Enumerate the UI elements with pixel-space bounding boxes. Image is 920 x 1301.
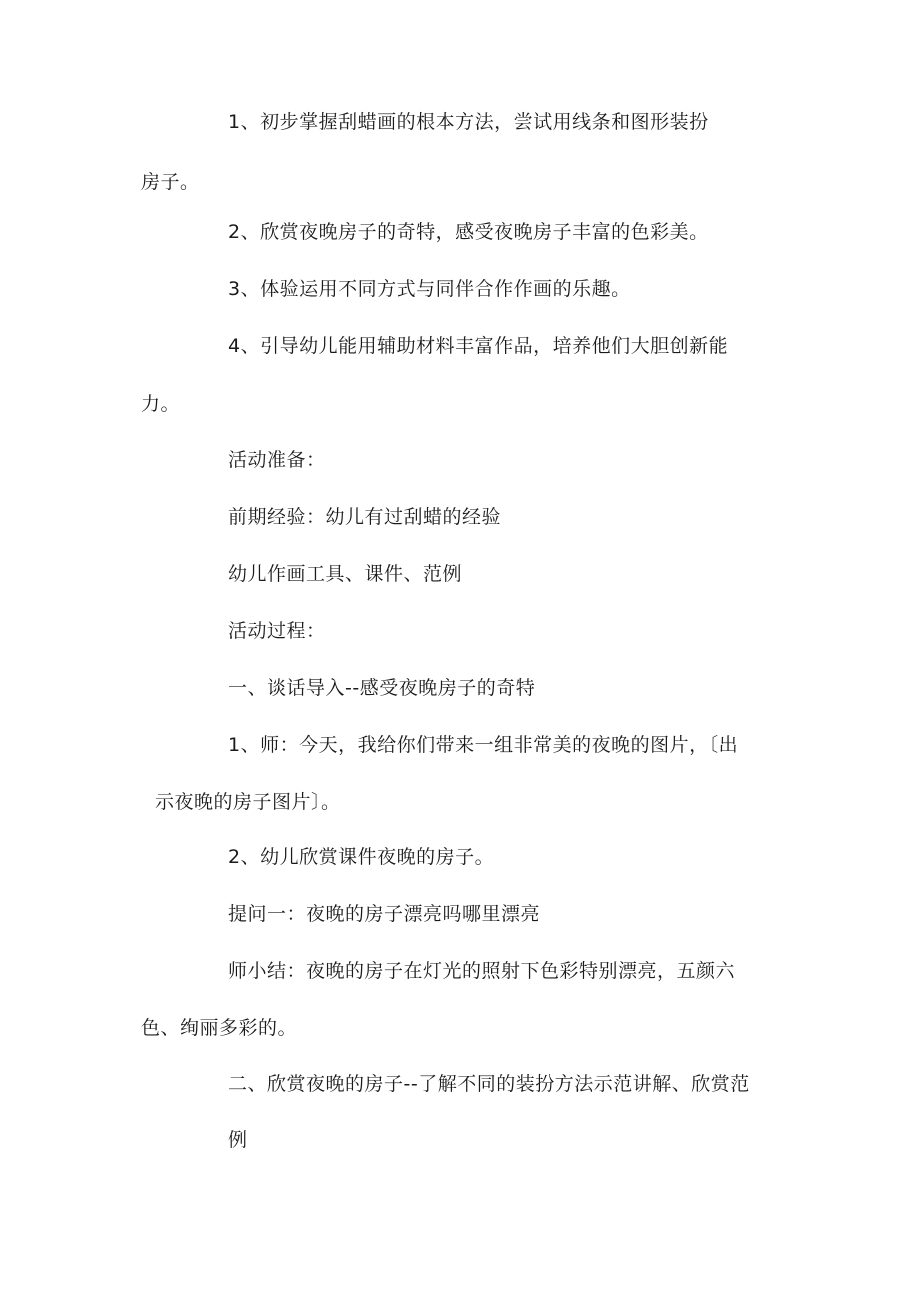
section-heading-1: 一、谈话导入--感受夜晚房子的奇特 xyxy=(228,677,536,699)
text-line-summary-cont: 色、绚丽多彩的。 xyxy=(141,1017,298,1039)
section-heading-2: 二、欣赏夜晚的房子--了解不同的装扮方法示范讲解、欣赏范 xyxy=(228,1073,750,1095)
text-line-goal-4-cont: 力。 xyxy=(141,393,181,415)
text-line-goal-1-cont: 房子。 xyxy=(141,171,200,193)
text-line-step-1: 1、师：今天，我给你们带来一组非常美的夜晚的图片，〔出 xyxy=(228,734,739,756)
text-line-goal-2: 2、欣赏夜晚房子的奇特，感受夜晚房子丰富的色彩美。 xyxy=(228,221,709,243)
heading-process: 活动过程： xyxy=(228,620,326,642)
section-heading-2-cont: 例 xyxy=(228,1129,248,1151)
text-line-goal-4: 4、引导幼儿能用辅助材料丰富作品，培养他们大胆创新能 xyxy=(228,335,729,357)
text-line-experience: 前期经验：幼儿有过刮蜡的经验 xyxy=(228,506,502,528)
text-line-step-1-cont: 示夜晚的房子图片〕。 xyxy=(155,791,341,813)
text-line-question-1: 提问一：夜晚的房子漂亮吗哪里漂亮 xyxy=(228,903,541,925)
text-line-goal-3: 3、体验运用不同方式与同伴合作作画的乐趣。 xyxy=(228,278,631,300)
heading-preparation: 活动准备： xyxy=(228,449,326,471)
text-line-materials: 幼儿作画工具、课件、范例 xyxy=(228,563,463,585)
text-line-step-2: 2、幼儿欣赏课件夜晚的房子。 xyxy=(228,846,495,868)
text-line-goal-1: 1、初步掌握刮蜡画的根本方法，尝试用线条和图形装扮 xyxy=(228,111,709,133)
text-line-summary: 师小结：夜晚的房子在灯光的照射下色彩特别漂亮，五颜六 xyxy=(228,960,736,982)
